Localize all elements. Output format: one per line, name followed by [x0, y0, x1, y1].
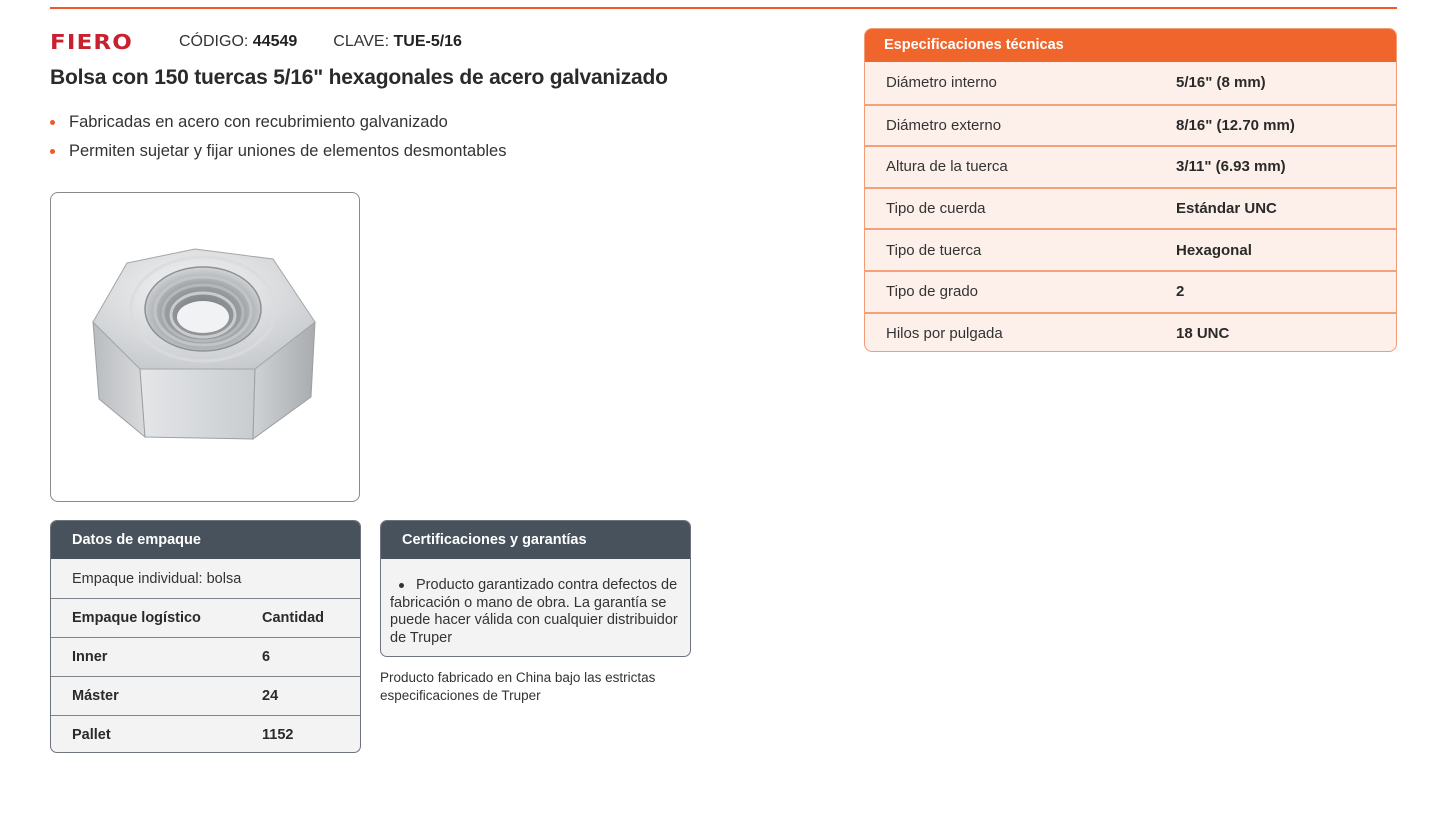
packaging-row	[51, 637, 360, 676]
specs-panel	[864, 28, 1397, 352]
code-value: 44549	[252, 33, 298, 50]
code-label: CÓDIGO:	[179, 33, 249, 50]
packaging-panel-title: Datos de empaque	[51, 521, 360, 559]
spec-key: Tipo de cuerda	[886, 200, 986, 218]
key-value: TUE-5/16	[393, 33, 462, 50]
packaging-row-type: Máster	[72, 688, 119, 704]
brand-logo-text: FIERO	[50, 30, 133, 54]
certifications-body	[381, 559, 690, 647]
top-rule	[50, 7, 1397, 9]
certifications-panel-title: Certificaciones y garantías	[381, 521, 690, 559]
spec-key: Tipo de grado	[886, 283, 979, 301]
feature-item: Fabricadas en acero con recubrimiento galvanizado	[50, 110, 506, 139]
certifications-panel	[380, 520, 691, 657]
spec-key: Diámetro externo	[886, 116, 1002, 134]
spec-row	[865, 270, 1396, 312]
spec-value: 5/16" (8 mm)	[1176, 74, 1266, 92]
fiero-logo	[50, 31, 155, 53]
packaging-individual: Empaque individual: bolsa	[72, 570, 242, 587]
spec-value: Estándar UNC	[1176, 200, 1277, 218]
packaging-row	[51, 715, 360, 753]
spec-value: 8/16" (12.70 mm)	[1176, 116, 1295, 134]
spec-row	[865, 104, 1396, 146]
packaging-row-qty: 24	[262, 688, 279, 704]
origin-note: Producto fabricado en China bajo las estrictas especificaciones de Truper	[380, 670, 656, 703]
specs-table	[865, 62, 1396, 352]
spec-row	[865, 145, 1396, 187]
product-code	[179, 33, 297, 51]
product-image-frame	[50, 192, 360, 502]
packaging-row	[51, 676, 360, 715]
spec-row	[865, 62, 1396, 104]
product-title: Bolsa con 150 tuercas 5/16" hexagonales de acero galvanizado	[50, 66, 668, 89]
spec-row	[865, 228, 1396, 270]
spec-key: Tipo de tuerca	[886, 241, 982, 259]
specs-panel-title: Especificaciones técnicas	[865, 29, 1396, 62]
hex-nut-image	[85, 237, 325, 457]
packaging-row-qty: 1152	[262, 727, 294, 743]
bullet-icon	[399, 583, 404, 588]
warranty-text: Producto garantizado contra defectos de fabricación o mano de obra. La garantía se puede hacer válida con cualquier distribuidor de Truper	[390, 577, 678, 646]
spec-value: 3/11" (6.93 mm)	[1176, 158, 1286, 176]
spec-key: Diámetro interno	[886, 74, 997, 92]
packaging-individual-row	[51, 559, 360, 598]
packaging-panel	[50, 520, 361, 753]
packaging-header-row	[51, 598, 360, 637]
spec-value: 18 UNC	[1176, 324, 1230, 342]
header-row	[50, 30, 462, 54]
spec-value: Hexagonal	[1176, 241, 1252, 259]
spec-row	[865, 312, 1396, 352]
packaging-row-type: Pallet	[72, 727, 111, 743]
packaging-header-type: Empaque logístico	[72, 610, 201, 626]
feature-list	[50, 110, 506, 168]
packaging-row-qty: 6	[262, 649, 271, 665]
feature-item: Permiten sujetar y fijar uniones de elementos desmontables	[50, 139, 506, 168]
key-label: CLAVE:	[333, 33, 390, 50]
packaging-header-qty: Cantidad	[262, 610, 325, 626]
product-key	[333, 33, 462, 51]
spec-key: Altura de la tuerca	[886, 158, 1008, 176]
spec-key: Hilos por pulgada	[886, 324, 1003, 342]
spec-row	[865, 187, 1396, 229]
spec-value: 2	[1176, 283, 1185, 301]
packaging-row-type: Inner	[72, 649, 108, 665]
